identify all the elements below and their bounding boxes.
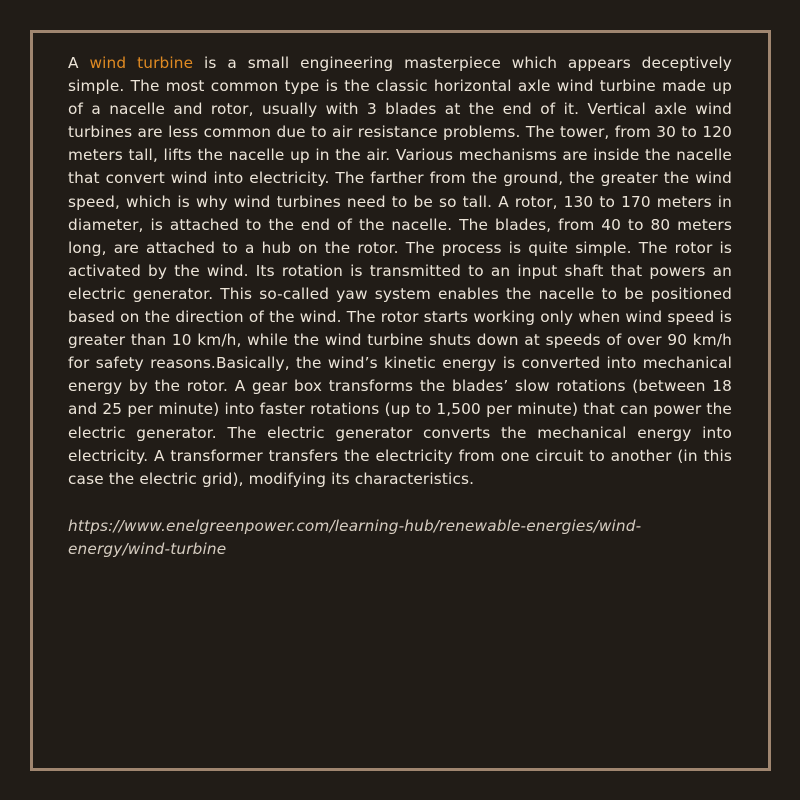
article-content xyxy=(68,52,732,561)
intro-prefix: A xyxy=(68,54,90,72)
highlight-term: wind turbine xyxy=(89,54,194,72)
body-text: is a small engineering masterpiece which appears deceptively simple. The most common type is the classic horizontal axle wind turbine made up of a nacelle and rotor, usually with 3 blades at the end of it. Vertical axle wind turbines are less common due to air resistance problems. The tower, from 30 to 120 meters tall, lifts the nacelle up in the air. Various mechanisms are inside the nacelle that convert wind into electricity. The farther from the ground, the greater the wind speed, which is why wind turbines need to be so tall. A rotor, 130 to 170 meters in diameter, is attached to the end of the nacelle. The blades, from 40 to 80 meters long, are attached to a hub on the rotor. The process is quite simple. The rotor is activated by the wind. Its rotation is transmitted to an input shaft that powers an electric generator. This so-called yaw system enables the nacelle to be positioned based on the direction of the wind. The rotor starts working only when wind speed is greater than 10 km/h, while the wind turbine shuts down at speeds of over 90 km/h for safety reasons.Basically, the wind’s kinetic energy is converted into mechanical energy by the rotor. A gear box transforms the blades’ slow rotations (between 18 and 25 per minute) into faster rotations (up to 1,500 per minute) that can power the electric generator. The electric generator converts the mechanical energy into electricity. A transformer transfers the electricity from one circuit to another (in this case the electric grid), modifying its characteristics. xyxy=(68,54,732,488)
article-body xyxy=(68,52,732,491)
source-url: https://www.enelgreenpower.com/learning-hub/renewable-energies/wind-energy/wind-turbine xyxy=(68,516,642,558)
